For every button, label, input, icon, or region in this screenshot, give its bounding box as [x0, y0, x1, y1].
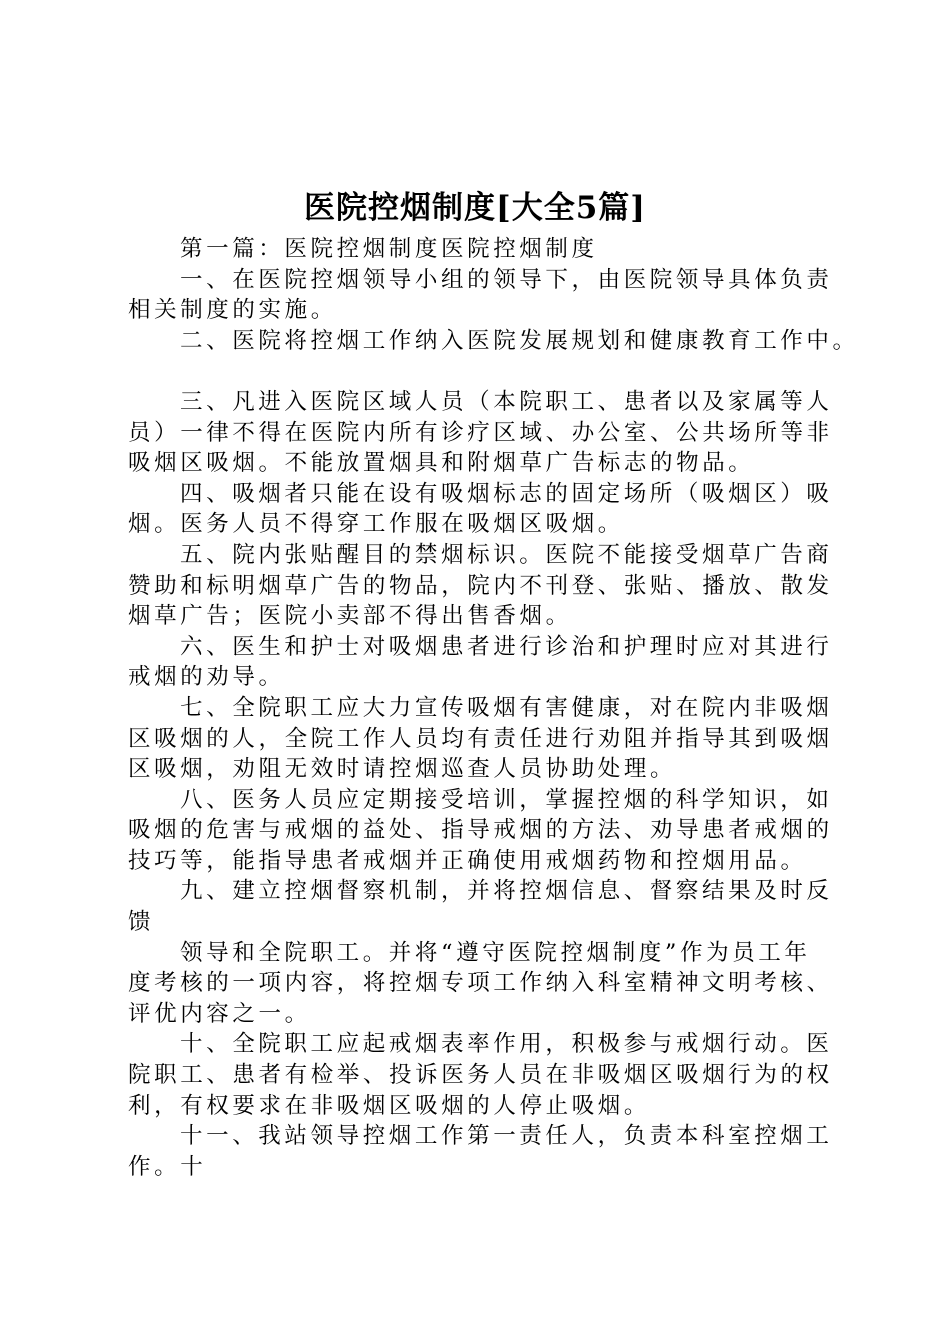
text-line: 八、医务人员应定期接受培训，掌握控烟的科学知识，如 [180, 786, 833, 813]
text-line: 作。十 [128, 1153, 207, 1180]
text-line: 区吸烟的人，全院工作人员均有责任进行劝阻并指导其到吸烟 [128, 725, 833, 752]
text-line: 赞助和标明烟草广告的物品，院内不刊登、张贴、播放、散发 [128, 572, 833, 599]
text-line: 利，有权要求在非吸烟区吸烟的人停止吸烟。 [128, 1092, 651, 1119]
text-line: 吸烟区吸烟。不能放置烟具和附烟草广告标志的物品。 [128, 450, 755, 477]
text-line: 院职工、患者有检举、投诉医务人员在非吸烟区吸烟行为的权 [128, 1062, 833, 1089]
text-line: 一、在医院控烟领导小组的领导下，由医院领导具体负责 [180, 266, 833, 293]
document-body [128, 234, 859, 1182]
text-line: 七、全院职工应大力宣传吸烟有害健康，对在院内非吸烟 [180, 694, 833, 721]
text-line: 烟。医务人员不得穿工作服在吸烟区吸烟。 [128, 511, 624, 538]
text-line: 领导和全院职工。并将“遵守医院控烟制度”作为员工年 [180, 939, 811, 966]
text-line: 度考核的一项内容，将控烟专项工作纳入科室精神文明考核、 [128, 970, 833, 997]
text-line: 第一篇：医院控烟制度医院控烟制度 [180, 236, 598, 262]
text-line: 五、院内张贴醒目的禁烟标识。医院不能接受烟草广告商 [180, 541, 833, 568]
document-title: 医院控烟制度[大全5篇] [304, 190, 646, 226]
text-line: 二、医院将控烟工作纳入医院发展规划和健康教育工作中。 [180, 327, 859, 354]
text-line: 评优内容之一。 [128, 1000, 311, 1027]
blank-line [128, 356, 832, 387]
text-line: 十一、我站领导控烟工作第一责任人，负责本科室控烟工 [180, 1123, 833, 1150]
text-line: 戒烟的劝导。 [128, 664, 285, 691]
text-line: 相关制度的实施。 [128, 297, 337, 324]
text-line: 六、医生和护士对吸烟患者进行诊治和护理时应对其进行 [180, 633, 833, 660]
text-line: 区吸烟，劝阻无效时请控烟巡查人员协助处理。 [128, 756, 677, 783]
text-line: 技巧等，能指导患者戒烟并正确使用戒烟药物和控烟用品。 [128, 847, 807, 874]
text-line: 吸烟的危害与戒烟的益处、指导戒烟的方法、劝导患者戒烟的 [128, 817, 833, 844]
text-line: 烟草广告；医院小卖部不得出售香烟。 [128, 603, 572, 630]
text-line: 三、凡进入医院区域人员（本院职工、患者以及家属等人 [180, 388, 833, 415]
text-line: 馈 [128, 909, 155, 936]
text-line: 十、全院职工应起戒烟表率作用，积极参与戒烟行动。医 [180, 1031, 833, 1058]
text-line: 九、建立控烟督察机制，并将控烟信息、督察结果及时反 [180, 878, 833, 905]
text-line: 员）一律不得在医院内所有诊疗区域、办公室、公共场所等非 [128, 419, 833, 446]
text-line: 四、吸烟者只能在设有吸烟标志的固定场所（吸烟区）吸 [180, 480, 833, 507]
